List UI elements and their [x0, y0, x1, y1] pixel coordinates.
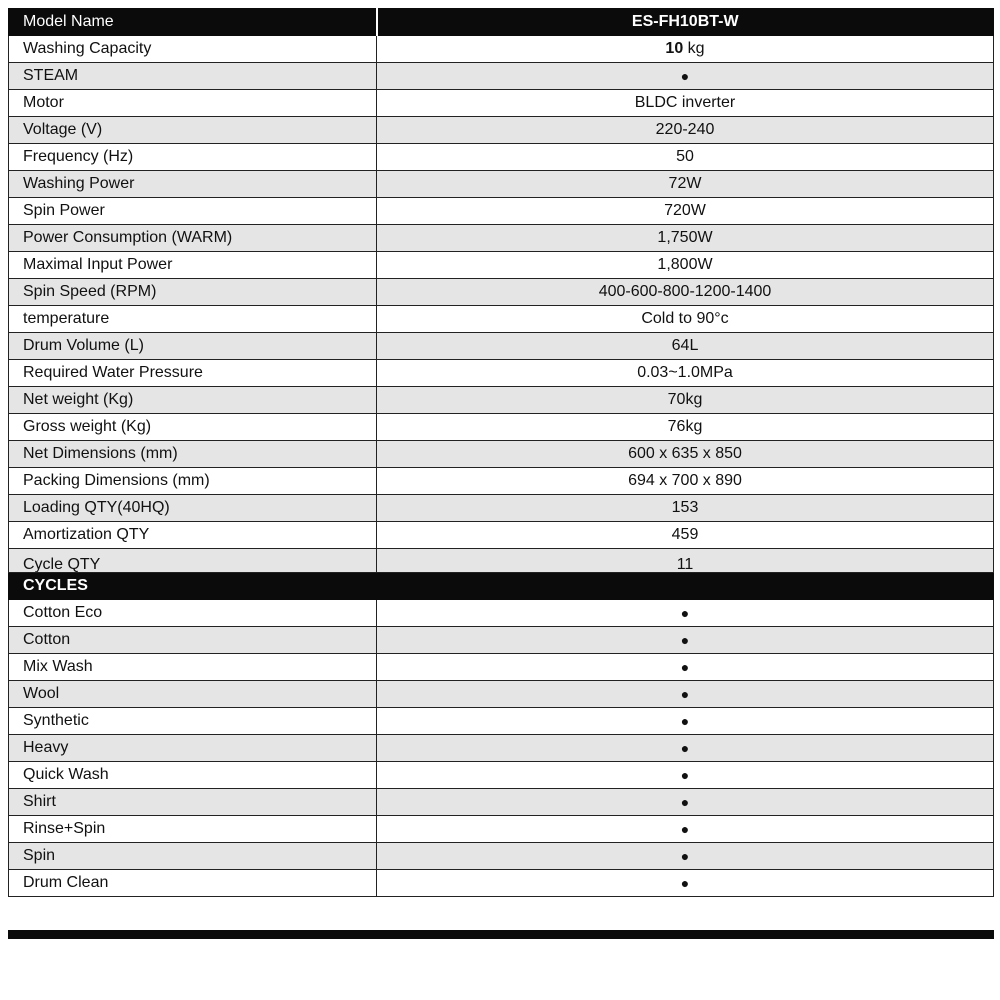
spec-value: BLDC inverter [377, 90, 994, 117]
cycle-value [377, 735, 994, 762]
spec-label: temperature [9, 306, 377, 333]
cycle-row-rinse-spin [9, 816, 994, 843]
spec-label: Required Water Pressure [9, 360, 377, 387]
model-name-value: ES-FH10BT-W [377, 9, 994, 36]
spec-value [377, 549, 994, 573]
cycle-label: Cotton [9, 627, 377, 654]
cycle-row-quick-wash [9, 762, 994, 789]
bullet-icon: ● [680, 820, 690, 837]
spec-row-washing-capacity [9, 36, 994, 63]
cycle-row-drum-clean [9, 870, 994, 897]
spec-label-text: Cycle QTY [23, 555, 101, 573]
spec-row-spin-power [9, 198, 994, 225]
cycle-row-wool [9, 681, 994, 708]
cycle-value [377, 843, 994, 870]
cycle-value [377, 789, 994, 816]
spec-row-washing-power [9, 171, 994, 198]
bullet-icon: ● [680, 712, 690, 729]
spec-value: 459 [377, 522, 994, 549]
spec-value: 400-600-800-1200-1400 [377, 279, 994, 306]
cycle-label: Cotton Eco [9, 600, 377, 627]
cycle-row-shirt [9, 789, 994, 816]
cycle-value [377, 600, 994, 627]
spec-label: Gross weight (Kg) [9, 414, 377, 441]
spec-value: 72W [377, 171, 994, 198]
spec-row-gross-weight [9, 414, 994, 441]
cycle-value [377, 627, 994, 654]
cycle-row-cotton-eco [9, 600, 994, 627]
cycle-row-cotton [9, 627, 994, 654]
cycle-value [377, 762, 994, 789]
spec-label: Amortization QTY [9, 522, 377, 549]
cycle-label: Rinse+Spin [9, 816, 377, 843]
spec-row-spin-speed [9, 279, 994, 306]
spec-value: 720W [377, 198, 994, 225]
spec-row-drum-volume [9, 333, 994, 360]
spec-label: Frequency (Hz) [9, 144, 377, 171]
spec-value: 70kg [377, 387, 994, 414]
cycle-label: Heavy [9, 735, 377, 762]
bullet-icon: ● [680, 739, 690, 756]
spec-row-loading-qty [9, 495, 994, 522]
bullet-icon: ● [680, 631, 690, 648]
feature-bullet-icon [377, 63, 994, 90]
spec-value: 1,750W [377, 225, 994, 252]
spec-row-power-consumption [9, 225, 994, 252]
cycle-label: Shirt [9, 789, 377, 816]
spec-row-cycle-qty [9, 549, 994, 573]
bullet-icon: ● [680, 874, 690, 891]
cycle-value [377, 816, 994, 843]
spec-row-voltage [9, 117, 994, 144]
spec-label: Maximal Input Power [9, 252, 377, 279]
model-name-label: Model Name [9, 9, 377, 36]
spec-value: 600 x 635 x 850 [377, 441, 994, 468]
spec-value: 50 [377, 144, 994, 171]
cycle-value [377, 708, 994, 735]
bullet-icon: ● [680, 793, 690, 810]
spec-table [8, 8, 994, 897]
spec-value: Cold to 90°c [377, 306, 994, 333]
spec-label: Motor [9, 90, 377, 117]
spec-row-temperature [9, 306, 994, 333]
spec-row-net-weight [9, 387, 994, 414]
cycle-label: Quick Wash [9, 762, 377, 789]
cycle-label: Spin [9, 843, 377, 870]
spec-value-text: 11 [676, 555, 694, 573]
bullet-icon: ● [680, 847, 690, 864]
spec-label: Drum Volume (L) [9, 333, 377, 360]
spec-row-packing-dimensions [9, 468, 994, 495]
header-row [9, 9, 994, 36]
spec-value: 1,800W [377, 252, 994, 279]
spec-row-water-pressure [9, 360, 994, 387]
cycle-row-heavy [9, 735, 994, 762]
spec-value: 220-240 [377, 117, 994, 144]
capacity-number: 10 [665, 40, 684, 57]
spec-label: Net weight (Kg) [9, 387, 377, 414]
spec-value: 694 x 700 x 890 [377, 468, 994, 495]
bullet-icon: ● [680, 67, 690, 84]
spec-row-amortization-qty [9, 522, 994, 549]
cycle-label: Drum Clean [9, 870, 377, 897]
bullet-icon: ● [680, 766, 690, 783]
cycle-value [377, 654, 994, 681]
cycle-value [377, 870, 994, 897]
spec-row-net-dimensions [9, 441, 994, 468]
spec-label: STEAM [9, 63, 377, 90]
cycle-label: Synthetic [9, 708, 377, 735]
cycle-label: Mix Wash [9, 654, 377, 681]
cycles-section-header [9, 573, 994, 600]
bullet-icon: ● [680, 658, 690, 675]
spec-row-steam [9, 63, 994, 90]
spec-label: Washing Power [9, 171, 377, 198]
bullet-icon: ● [680, 604, 690, 621]
cycle-row-spin [9, 843, 994, 870]
cycles-section-title: CYCLES [9, 573, 377, 600]
spec-row-motor [9, 90, 994, 117]
spec-value: 76kg [377, 414, 994, 441]
spec-label: Net Dimensions (mm) [9, 441, 377, 468]
spec-value: 0.03~1.0MPa [377, 360, 994, 387]
spec-value: 153 [377, 495, 994, 522]
cycle-value [377, 681, 994, 708]
spec-label: Washing Capacity [9, 36, 377, 63]
spec-label: Spin Speed (RPM) [9, 279, 377, 306]
cycles-section-blank [377, 573, 994, 600]
spec-label: Power Consumption (WARM) [9, 225, 377, 252]
table-bottom-border [8, 930, 994, 939]
spec-value [377, 36, 994, 63]
spec-label: Packing Dimensions (mm) [9, 468, 377, 495]
cycle-label: Wool [9, 681, 377, 708]
spec-label [9, 549, 377, 573]
bullet-icon: ● [680, 685, 690, 702]
spec-row-frequency [9, 144, 994, 171]
spec-value: 64L [377, 333, 994, 360]
cycle-row-synthetic [9, 708, 994, 735]
spec-label: Voltage (V) [9, 117, 377, 144]
cycle-row-mix-wash [9, 654, 994, 681]
spec-row-max-input-power [9, 252, 994, 279]
capacity-unit: kg [683, 40, 705, 57]
spec-label: Spin Power [9, 198, 377, 225]
spec-label: Loading QTY(40HQ) [9, 495, 377, 522]
